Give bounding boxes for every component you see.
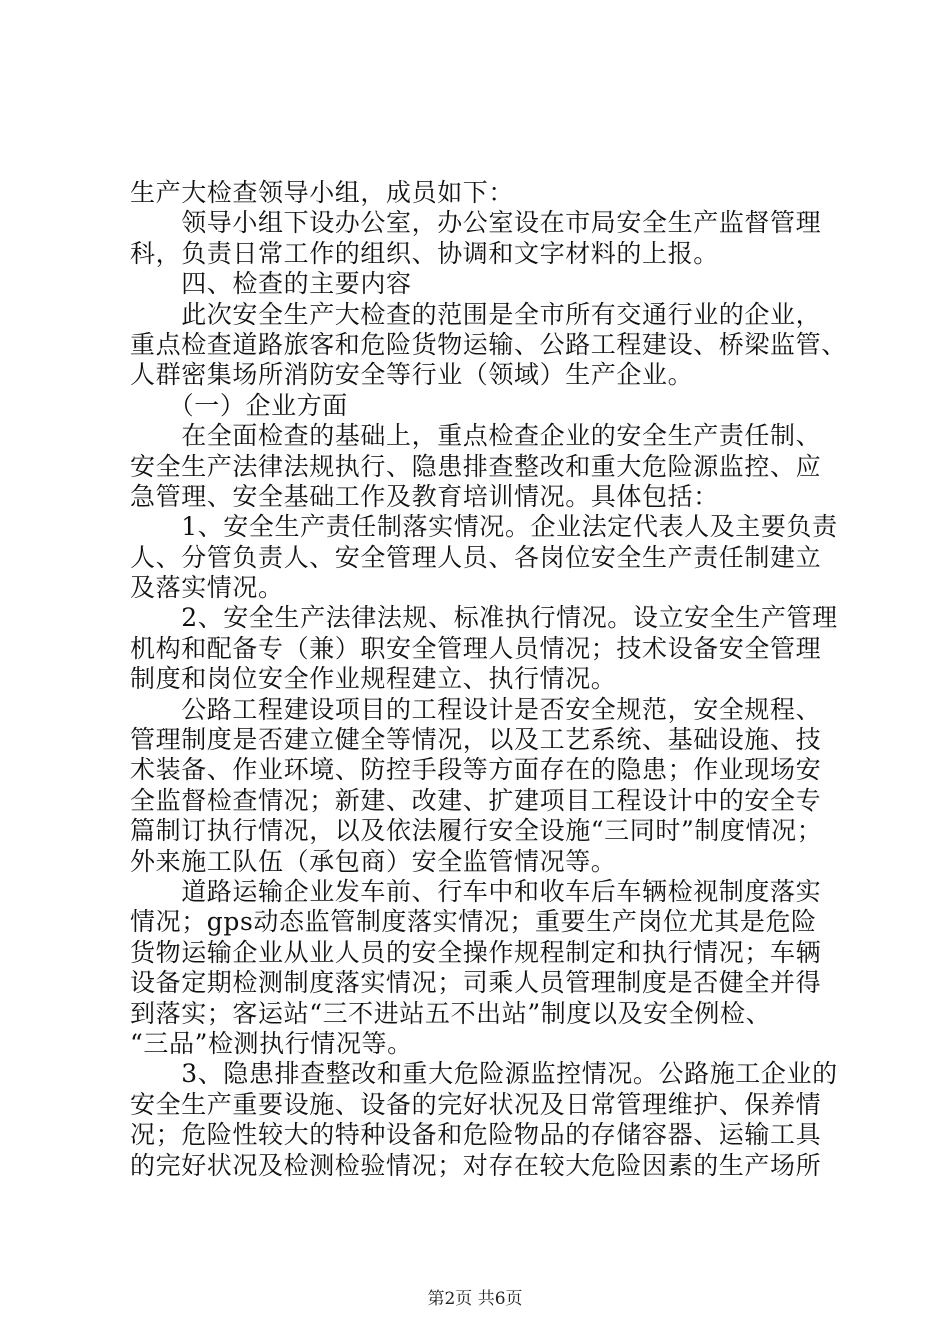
text-line: 科，负责日常工作的组织、协调和文字材料的上报。 bbox=[130, 238, 719, 268]
text-line: 制度和岗位安全作业规程建立、执行情况。 bbox=[130, 664, 617, 694]
text-line: 道路运输企业发车前、行车中和收车后车辆检视制度落实 bbox=[130, 876, 822, 906]
page-number-footer: 第2页 共6页 bbox=[427, 1289, 523, 1309]
text-line: “三品”检测执行情况等。 bbox=[130, 1028, 413, 1058]
text-line: 况；危险性较大的特种设备和危险物品的存储容器、运输工具 bbox=[130, 1120, 822, 1150]
text-line: 在全面检查的基础上，重点检查企业的安全生产责任制、 bbox=[130, 421, 822, 451]
text-line: 3、隐患排查整改和重大危险源监控情况。公路施工企业的 bbox=[130, 1059, 838, 1089]
text-line: 安全生产重要设施、设备的完好状况及日常管理维护、保养情 bbox=[130, 1089, 822, 1119]
text-line: 人群密集场所消防安全等行业（领域）生产企业。 bbox=[130, 360, 694, 390]
text-line: 急管理、安全基础工作及教育培训情况。具体包括： bbox=[130, 481, 719, 511]
text-line: 机构和配备专（兼）职安全管理人员情况；技术设备安全管理 bbox=[130, 633, 822, 663]
text-line: 1、安全生产责任制落实情况。企业法定代表人及主要负责 bbox=[130, 512, 838, 542]
text-line: 术装备、作业环境、防控手段等方面存在的隐患；作业现场安 bbox=[130, 755, 822, 785]
text-line: 2、安全生产法律法规、标准执行情况。设立安全生产管理 bbox=[130, 603, 838, 633]
text-line: 篇制订执行情况，以及依法履行安全设施“三同时”制度情况； bbox=[130, 816, 823, 846]
document-body bbox=[130, 178, 847, 1181]
text-line: 领导小组下设办公室，办公室设在市局安全生产监督管理 bbox=[130, 208, 822, 238]
text-line: 及落实情况。 bbox=[130, 573, 284, 603]
text-line: 情况；gps动态监管制度落实情况；重要生产岗位尤其是危险 bbox=[130, 907, 817, 937]
text-line: 安全生产法律法规执行、隐患排查整改和重大危险源监控、应 bbox=[130, 451, 822, 481]
text-line: 外来施工队伍（承包商）安全监管情况等。 bbox=[130, 846, 617, 876]
text-line: 全监督检查情况；新建、改建、扩建项目工程设计中的安全专 bbox=[130, 785, 822, 815]
text-line: 公路工程建设项目的工程设计是否安全规范，安全规程、 bbox=[130, 694, 822, 724]
text-line: 设备定期检测制度落实情况；司乘人员管理制度是否健全并得 bbox=[130, 968, 822, 998]
text-line: 生产大检查领导小组，成员如下： bbox=[130, 178, 515, 207]
text-line: 管理制度是否建立健全等情况，以及工艺系统、基础设施、技 bbox=[130, 725, 822, 755]
text-line: 的完好状况及检测检验情况；对存在较大危险因素的生产场所 bbox=[130, 1150, 822, 1180]
text-line: 此次安全生产大检查的范围是全市所有交通行业的企业， bbox=[130, 299, 822, 329]
text-line: 重点检查道路旅客和危险货物运输、公路工程建设、桥梁监管、 bbox=[130, 329, 847, 359]
text-line: 到落实；客运站“三不进站五不出站”制度以及安全例检、 bbox=[130, 998, 772, 1028]
text-line: 人、分管负责人、安全管理人员、各岗位安全生产责任制建立 bbox=[130, 542, 822, 572]
subsection-heading: （一）企业方面 bbox=[130, 390, 348, 420]
section-heading: 四、检查的主要内容 bbox=[130, 269, 412, 299]
text-line: 货物运输企业从业人员的安全操作规程制定和执行情况；车辆 bbox=[130, 937, 822, 967]
